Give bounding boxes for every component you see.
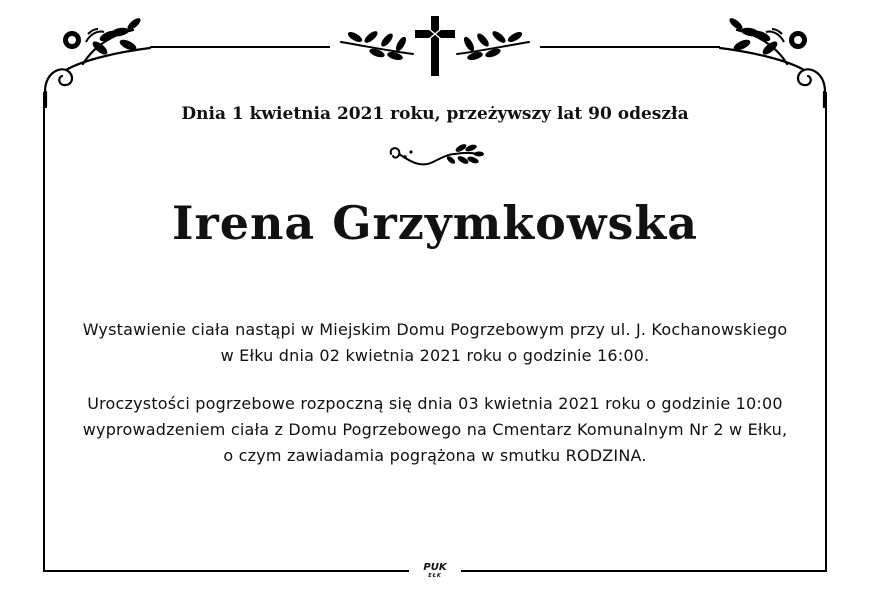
logo-sub-text: EŁK bbox=[428, 573, 442, 579]
logo-main-text: PUK bbox=[423, 562, 447, 573]
viewing-info-line-2: w Ełku dnia 02 kwietnia 2021 roku o godzinie 16:00. bbox=[220, 346, 650, 365]
frame-bottom-right-line bbox=[461, 570, 827, 572]
leaf-swirl-divider-icon bbox=[385, 140, 485, 174]
frame-bottom-left-line bbox=[43, 570, 409, 572]
funeral-info-line-2: wyprowadzeniem ciała z Domu Pogrzebowego na Cmentarz Komunalnym Nr 2 w Ełku, bbox=[82, 420, 788, 439]
funeral-info-line-1: Uroczystości pogrzebowe rozpoczną się dnia 03 kwietnia 2021 roku o godzinie 10:00 bbox=[87, 394, 783, 413]
floral-corner-right-icon bbox=[682, 12, 832, 112]
funeral-info-line-3: o czym zawiadamia pogrążona w smutku RODZINA. bbox=[223, 446, 647, 465]
floral-corner-left-icon bbox=[38, 12, 188, 112]
puk-logo bbox=[414, 563, 456, 579]
viewing-info-paragraph bbox=[0, 317, 870, 369]
deceased-name: Irena Grzymkowska bbox=[171, 196, 699, 250]
viewing-info-line-1: Wystawienie ciała nastąpi w Miejskim Domu Pogrzebowym przy ul. J. Kochanowskiego bbox=[82, 320, 788, 339]
intro-line: Dnia 1 kwietnia 2021 roku, przeżywszy lat 90 odeszła bbox=[181, 104, 689, 124]
funeral-info-paragraph bbox=[0, 391, 870, 469]
cross-with-laurel-icon bbox=[335, 12, 535, 82]
